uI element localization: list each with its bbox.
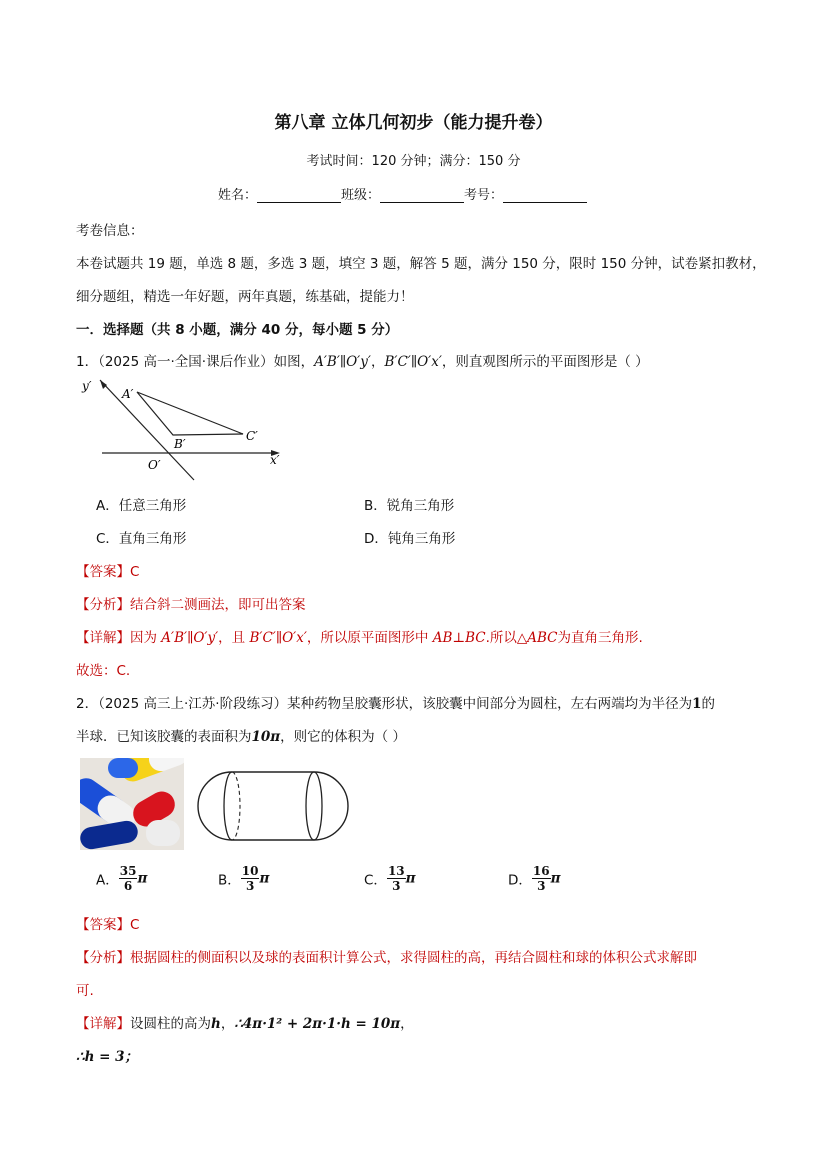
denominator: 6 — [123, 879, 133, 893]
section-heading: 一．选择题（共 8 小题，满分 40 分，每小题 5 分） — [76, 322, 399, 338]
denominator: 3 — [392, 879, 401, 893]
name-blank[interactable] — [257, 188, 341, 203]
answer-value: C — [130, 917, 140, 933]
q2-text-d: ，则它的体积为（ ） — [280, 729, 406, 745]
right-ellipse-back — [314, 772, 322, 840]
q2-text-a: 2．（2025 高三上·江苏·阶段练习）某种药物呈胶囊形状，该胶囊中间部分为圆柱，左右两端均为半径为 — [76, 696, 693, 712]
capsule-diagram — [196, 768, 356, 844]
number-label: 考号： — [464, 188, 504, 203]
answer-tag: 【答案】 — [76, 564, 130, 580]
q2-radius: 1 — [692, 696, 702, 712]
info-heading: 考卷信息： — [76, 223, 144, 239]
analysis-text: 结合斜二测画法，即可出答案 — [130, 597, 306, 613]
page-title: 第八章 立体几何初步（能力提升卷） — [274, 113, 553, 133]
detail-part-1: 设圆柱的高为 — [130, 1016, 211, 1032]
q2-text-b: 的 — [701, 696, 715, 712]
student-info-line — [218, 184, 587, 203]
option-b-label: B． — [218, 872, 241, 889]
detail-part-3: ， — [400, 1016, 414, 1032]
pi-symbol: π — [259, 870, 270, 887]
numerator: 35 — [119, 864, 137, 878]
info-line-2: 细分题组，精选一年好题，两年真题，练基础，提能力！ — [76, 289, 414, 305]
capsule-outline — [198, 772, 348, 840]
detail-h: h — [211, 1016, 221, 1032]
detail-equation: ∴4π·1² + 2π·1·h = 10π — [234, 1016, 401, 1032]
answer-tag: 【答案】 — [76, 917, 130, 933]
q1-suffix: ，则直观图所示的平面图形是（ ） — [441, 354, 649, 370]
detail-math-3: AB⊥BC — [432, 630, 486, 646]
answer-value: C — [130, 564, 140, 580]
pi-symbol: π — [137, 870, 148, 887]
label-c: C′ — [246, 429, 258, 443]
q2-analysis-line-2: 可. — [76, 983, 94, 999]
detail-part-3: ，所以原平面图形中 — [306, 630, 433, 646]
detail-math-4: △ABC — [516, 630, 558, 646]
detail-math-1: A′B′∥O′y′ — [161, 630, 219, 646]
q2-option-a[interactable] — [96, 864, 147, 893]
label-y: y′ — [82, 379, 92, 393]
right-ellipse-front — [306, 772, 314, 840]
exam-time: 考试时间：120 分钟；满分：150 分 — [306, 154, 521, 169]
left-ellipse-back — [232, 772, 240, 840]
detail-part-2: ，且 — [218, 630, 250, 646]
q1-option-a[interactable]: A．任意三角形 — [96, 498, 187, 514]
detail-part-4: .所以 — [485, 630, 517, 646]
q2-area: 10π — [251, 729, 281, 745]
q1-cond-1: A′B′∥O′y′ — [314, 354, 371, 370]
info-line-1: 本卷试题共 19 题，单选 8 题，多选 3 题，填空 3 题，解答 5 题，满分 150 分，限时 150 分钟，试卷紧扣教材， — [76, 256, 766, 272]
detail-part-2: ， — [220, 1016, 235, 1032]
denominator: 3 — [537, 879, 546, 893]
q1-sep: ， — [370, 354, 385, 370]
number-blank[interactable] — [503, 188, 587, 203]
pi-symbol: π — [405, 870, 416, 887]
detail-tag: 【详解】 — [76, 630, 130, 646]
y-axis-line — [100, 380, 194, 480]
q1-conclusion: 故选：C. — [76, 663, 131, 679]
q2-option-d[interactable] — [508, 864, 561, 893]
detail-part-5: 为直角三角形. — [557, 630, 643, 646]
left-ellipse-front — [224, 772, 232, 840]
q1-option-b[interactable]: B．锐角三角形 — [364, 498, 455, 514]
q2-detail — [76, 1012, 414, 1032]
name-label: 姓名： — [218, 188, 258, 203]
capsules-photo — [80, 758, 184, 850]
q2-option-b[interactable] — [218, 864, 269, 893]
question-1-stem — [76, 350, 649, 370]
option-c-label: C． — [364, 872, 387, 889]
y-axis-arrow — [100, 380, 107, 389]
q2-option-c[interactable] — [364, 864, 416, 893]
analysis-text: 根据圆柱的侧面积以及球的表面积计算公式，求得圆柱的高，再结合圆柱和球的体积公式求解即 — [130, 950, 697, 966]
question-2-stem-line-1 — [76, 692, 715, 712]
oblique-axes-figure — [76, 372, 296, 484]
q1-analysis — [76, 593, 306, 613]
question-2-stem-line-2 — [76, 725, 406, 745]
label-a: A′ — [122, 387, 134, 401]
analysis-tag: 【分析】 — [76, 597, 130, 613]
detail-tag: 【详解】 — [76, 1016, 130, 1032]
numerator: 13 — [387, 864, 405, 878]
q2-analysis-line-1 — [76, 946, 697, 966]
q1-option-d[interactable]: D．钝角三角形 — [364, 531, 456, 547]
label-o: O′ — [148, 458, 161, 472]
q1-answer — [76, 560, 139, 580]
detail-math-2: B′C′∥O′x′ — [249, 630, 307, 646]
numerator: 16 — [532, 864, 550, 878]
option-b-fraction — [241, 864, 260, 893]
q2-result: ∴h = 3； — [76, 1049, 139, 1065]
option-c-fraction — [387, 864, 406, 893]
capsule-top-blue — [108, 758, 138, 778]
q2-answer — [76, 913, 139, 933]
label-x: x′ — [270, 453, 280, 467]
q2-text-c: 半球．已知该胶囊的表面积为 — [76, 729, 252, 745]
capsule-white — [146, 820, 180, 846]
option-a-label: A． — [96, 872, 119, 889]
denominator: 3 — [245, 879, 255, 893]
triangle-abc — [137, 392, 243, 435]
label-b: B′ — [174, 437, 186, 451]
option-a-fraction — [119, 864, 138, 893]
detail-part-1: 因为 — [130, 630, 162, 646]
q1-option-c[interactable]: C．直角三角形 — [96, 531, 187, 547]
option-d-label: D． — [508, 872, 532, 889]
class-label: 班级： — [341, 188, 381, 203]
analysis-tag: 【分析】 — [76, 950, 130, 966]
q1-cond-2: B′C′∥O′x′ — [384, 354, 442, 370]
option-d-fraction — [532, 864, 551, 893]
q1-detail — [76, 626, 643, 646]
numerator: 10 — [241, 864, 259, 878]
class-blank[interactable] — [380, 188, 464, 203]
pi-symbol: π — [550, 870, 561, 887]
q1-prefix: 1．（2025 高一·全国·课后作业）如图， — [76, 354, 315, 370]
